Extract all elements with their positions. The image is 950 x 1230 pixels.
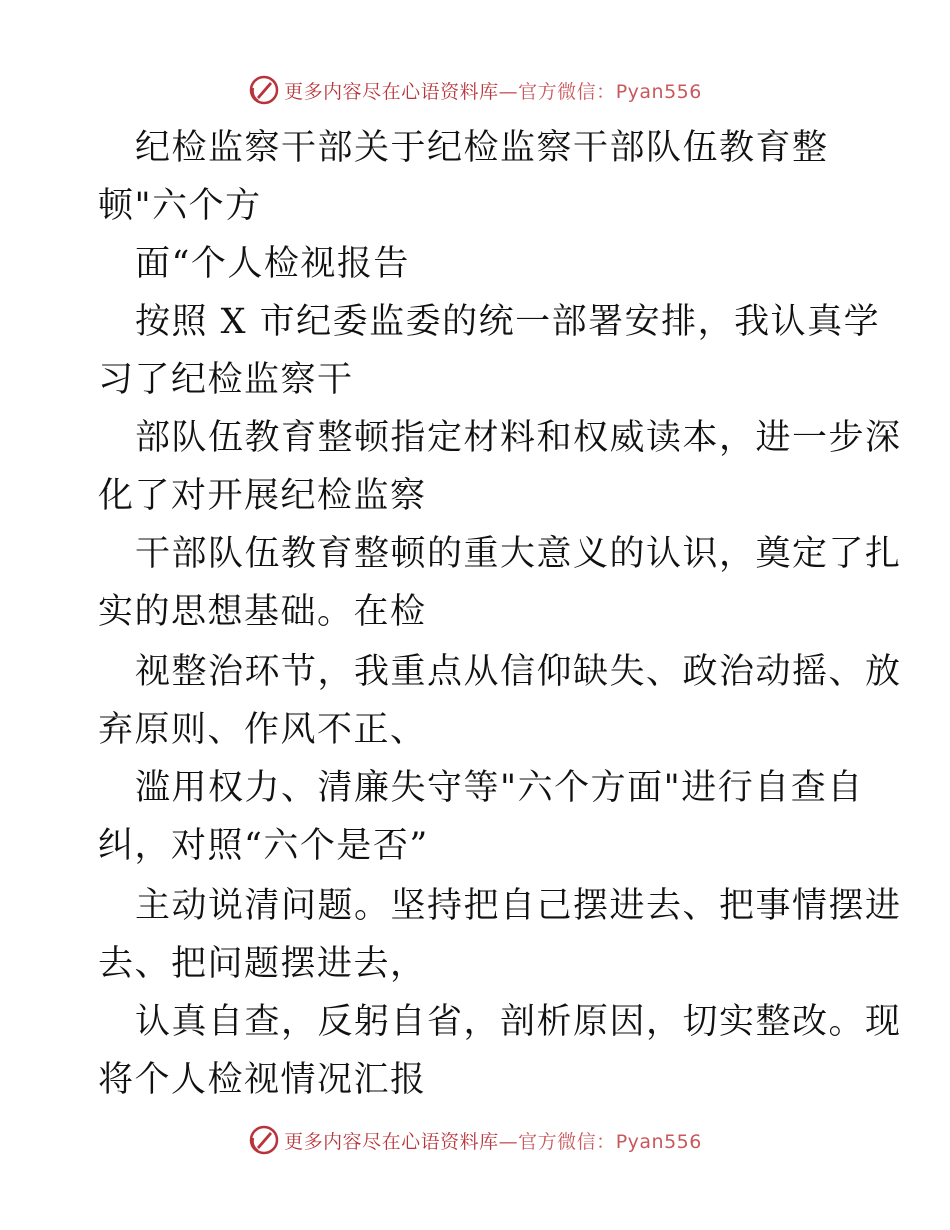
doc-text-line: 滥用权力、清廉失守等"六个方面"进行自查自 — [135, 768, 864, 808]
doc-text-line: 弃原则、作风不正、 — [98, 710, 427, 750]
watermark-main: 更多内容尽在心语资料库 — [284, 80, 499, 103]
watermark-separator: — — [498, 1130, 519, 1153]
doc-text-line: 化了对开展纪检监察 — [98, 476, 427, 516]
doc-title-line-1: 纪检监察干部关于纪检监察干部队伍教育整 — [135, 128, 829, 168]
watermark-id: Pyan556 — [615, 80, 702, 103]
watermark-separator: — — [498, 80, 519, 103]
doc-text-line: 主动说清问题。坚持把自己摆进去、把事情摆进 — [135, 886, 902, 926]
watermark-main: 更多内容尽在心语资料库 — [284, 1130, 499, 1153]
doc-text-line: 干部队伍教育整顿的重大意义的认识，奠定了扎 — [135, 534, 902, 574]
doc-title-line-3: 面“个人检视报告 — [135, 244, 410, 284]
doc-text-line: 视整治环节，我重点从信仰缺失、政治动摇、放 — [135, 652, 902, 692]
watermark-id: Pyan556 — [615, 1130, 702, 1153]
doc-text-line: 部队伍教育整顿指定材料和权威读本，进一步深 — [135, 418, 902, 458]
doc-text-line: 去、把问题摆进去， — [98, 944, 427, 984]
watermark-sub: 官方微信： — [518, 80, 616, 103]
doc-text-line: 纠，对照“六个是否” — [98, 826, 429, 866]
quill-logo-icon — [248, 1124, 280, 1156]
watermark-text — [284, 1127, 702, 1154]
doc-title-line-2: 顿"六个方 — [98, 186, 262, 226]
doc-text-line: 将个人检视情况汇报 — [98, 1060, 427, 1100]
doc-text-line: 按照 X 市纪委监委的统一部署安排，我认真学 — [135, 302, 881, 342]
watermark-sub: 官方微信： — [518, 1130, 616, 1153]
doc-text-line: 实的思想基础。在检 — [98, 592, 427, 632]
doc-text-line: 认真自查，反躬自省，剖析原因，切实整改。现 — [135, 1002, 902, 1042]
doc-text-line: 习了纪检监察干 — [98, 360, 354, 400]
footer-watermark — [0, 1120, 950, 1160]
